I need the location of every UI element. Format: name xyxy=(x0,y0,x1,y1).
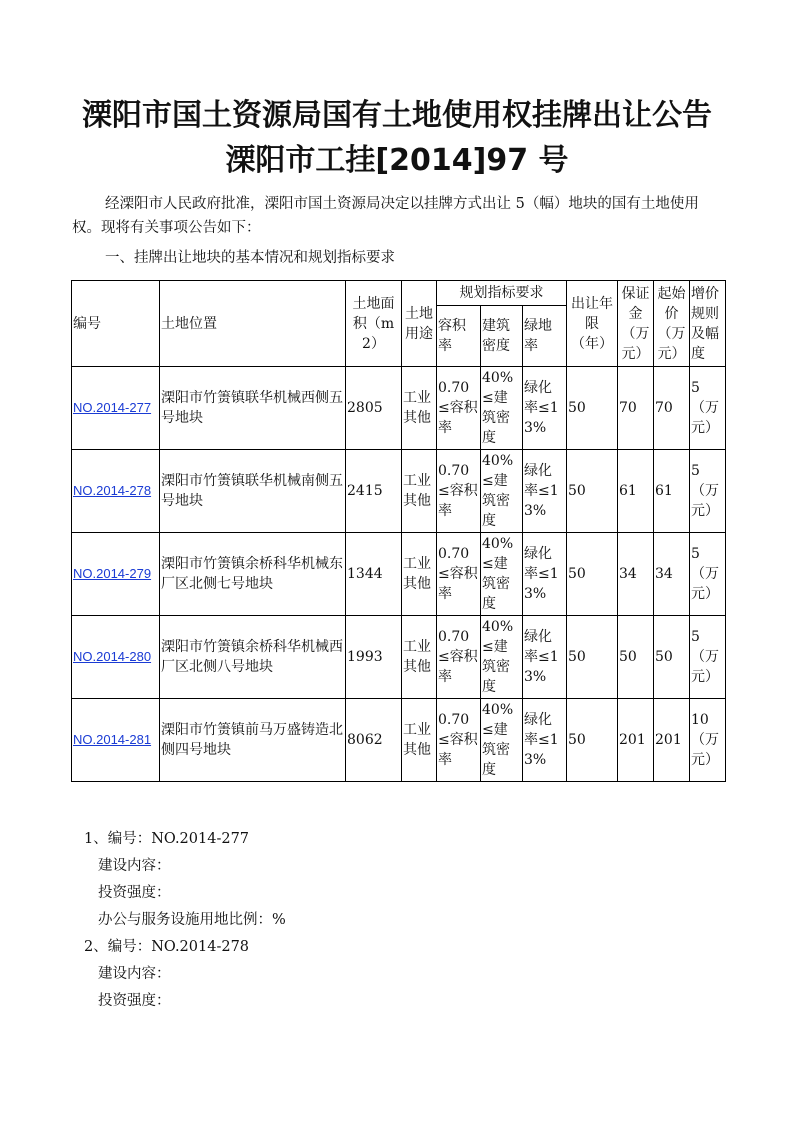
cell-area: 2805 xyxy=(346,367,402,450)
header-planning: 规划指标要求 xyxy=(437,281,567,306)
cell-use: 工业其他 xyxy=(402,699,437,782)
cell-deposit: 70 xyxy=(618,367,654,450)
cell-start-price: 61 xyxy=(654,450,690,533)
cell-green: 绿化率≤13% xyxy=(523,533,567,616)
header-deposit: 保证金（万元） xyxy=(618,281,654,367)
header-id: 编号 xyxy=(72,281,160,367)
header-term: 出让年限（年） xyxy=(567,281,618,367)
cell-density: 40%≤建筑密度 xyxy=(481,533,523,616)
cell-location: 溧阳市竹箦镇余桥科华机械西厂区北侧八号地块 xyxy=(160,616,346,699)
cell-location: 溧阳市竹箦镇联华机械南侧五号地块 xyxy=(160,450,346,533)
table-header-row xyxy=(72,281,726,306)
item-2-construction: 建设内容： xyxy=(98,966,171,982)
cell-increment: 5（万元） xyxy=(690,616,726,699)
cell-green: 绿化率≤13% xyxy=(523,699,567,782)
cell-density: 40%≤建筑密度 xyxy=(481,367,523,450)
cell-plot-ratio: 0.70≤容积率 xyxy=(437,450,481,533)
table-row xyxy=(72,616,726,699)
cell-density: 40%≤建筑密度 xyxy=(481,616,523,699)
table-row xyxy=(72,533,726,616)
cell-density: 40%≤建筑密度 xyxy=(481,450,523,533)
parcel-link[interactable]: NO.2014-278 xyxy=(73,483,152,498)
item-2-investment: 投资强度： xyxy=(98,993,171,1009)
header-area: 土地面积（m2） xyxy=(346,281,402,367)
item-1-construction: 建设内容： xyxy=(98,858,171,874)
cell-area: 1993 xyxy=(346,616,402,699)
header-green: 绿地率 xyxy=(523,306,567,367)
parcel-link[interactable]: NO.2014-279 xyxy=(73,566,152,581)
header-start-price: 起始价（万元） xyxy=(654,281,690,367)
parcel-link[interactable]: NO.2014-281 xyxy=(73,732,152,747)
cell-use: 工业其他 xyxy=(402,450,437,533)
header-density: 建筑密度 xyxy=(481,306,523,367)
document-number: 溧阳市工挂[2014]97 号 xyxy=(225,143,569,178)
intro-paragraph: 经溧阳市人民政府批准，溧阳市国土资源局决定以挂牌方式出让 5（幅）地块的国有土地使用权。现将有关事项公告如下： xyxy=(72,196,699,236)
cell-plot-ratio: 0.70≤容积率 xyxy=(437,367,481,450)
cell-increment: 5（万元） xyxy=(690,450,726,533)
cell-area: 8062 xyxy=(346,699,402,782)
cell-start-price: 50 xyxy=(654,616,690,699)
cell-location: 溧阳市竹箦镇前马万盛铸造北侧四号地块 xyxy=(160,699,346,782)
item-1-office-ratio: 办公与服务设施用地比例：% xyxy=(98,912,286,928)
cell-increment: 10（万元） xyxy=(690,699,726,782)
cell-use: 工业其他 xyxy=(402,367,437,450)
header-location: 土地位置 xyxy=(160,281,346,367)
table-row xyxy=(72,699,726,782)
cell-area: 2415 xyxy=(346,450,402,533)
table-row xyxy=(72,367,726,450)
cell-start-price: 34 xyxy=(654,533,690,616)
cell-area: 1344 xyxy=(346,533,402,616)
cell-term: 50 xyxy=(567,699,618,782)
cell-start-price: 70 xyxy=(654,367,690,450)
cell-location: 溧阳市竹箦镇联华机械西侧五号地块 xyxy=(160,367,346,450)
parcel-link[interactable]: NO.2014-277 xyxy=(73,400,152,415)
header-increment: 增价规则及幅度 xyxy=(690,281,726,367)
cell-term: 50 xyxy=(567,616,618,699)
cell-term: 50 xyxy=(567,367,618,450)
cell-use: 工业其他 xyxy=(402,533,437,616)
cell-green: 绿化率≤13% xyxy=(523,450,567,533)
cell-density: 40%≤建筑密度 xyxy=(481,699,523,782)
notice-title: 溧阳市国土资源局国有土地使用权挂牌出让公告 xyxy=(82,98,712,133)
cell-increment: 5（万元） xyxy=(690,367,726,450)
cell-green: 绿化率≤13% xyxy=(523,616,567,699)
cell-deposit: 201 xyxy=(618,699,654,782)
cell-use: 工业其他 xyxy=(402,616,437,699)
cell-deposit: 61 xyxy=(618,450,654,533)
header-use: 土地用途 xyxy=(402,281,437,367)
item-1-investment: 投资强度： xyxy=(98,885,171,901)
parcel-table xyxy=(71,280,726,782)
item-1-number: 1、编号：NO.2014-277 xyxy=(84,831,250,847)
parcel-link[interactable]: NO.2014-280 xyxy=(73,649,152,664)
cell-deposit: 34 xyxy=(618,533,654,616)
cell-green: 绿化率≤13% xyxy=(523,367,567,450)
cell-term: 50 xyxy=(567,450,618,533)
item-2-number: 2、编号：NO.2014-278 xyxy=(84,939,250,955)
cell-plot-ratio: 0.70≤容积率 xyxy=(437,533,481,616)
cell-location: 溧阳市竹箦镇余桥科华机械东厂区北侧七号地块 xyxy=(160,533,346,616)
header-plot-ratio: 容积率 xyxy=(437,306,481,367)
table-row xyxy=(72,450,726,533)
cell-plot-ratio: 0.70≤容积率 xyxy=(437,616,481,699)
cell-increment: 5（万元） xyxy=(690,533,726,616)
cell-start-price: 201 xyxy=(654,699,690,782)
cell-deposit: 50 xyxy=(618,616,654,699)
cell-term: 50 xyxy=(567,533,618,616)
section-heading: 一、挂牌出让地块的基本情况和规划指标要求 xyxy=(105,250,395,266)
cell-plot-ratio: 0.70≤容积率 xyxy=(437,699,481,782)
